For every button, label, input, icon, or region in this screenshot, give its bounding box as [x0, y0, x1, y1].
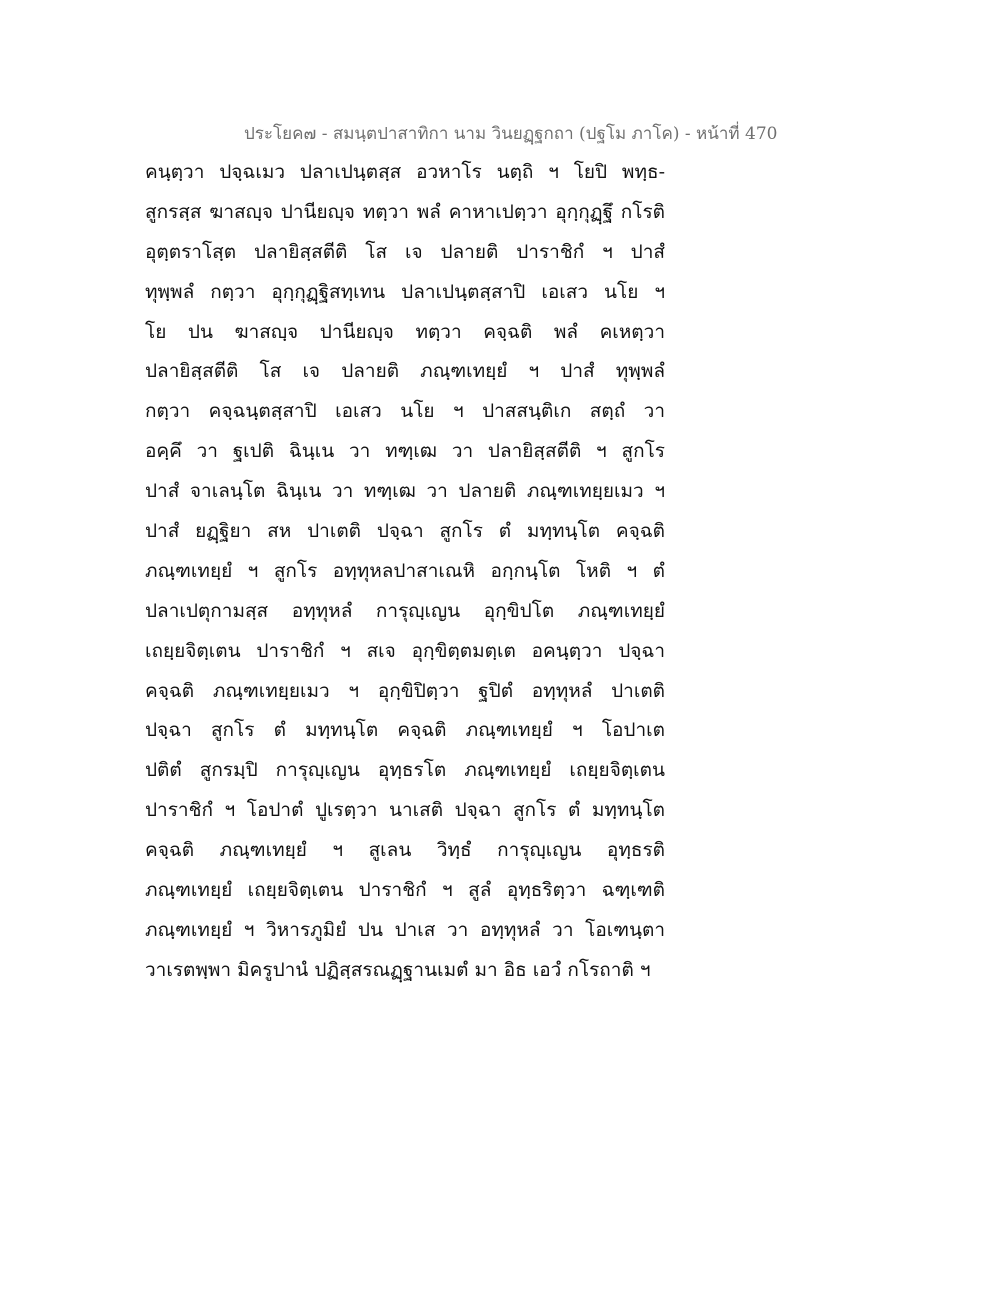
- text-line: ปาสํ ยฏฺฐิยา สห ปาเตติ ปจฺฉา สูกโร ตํ มทฺทนฺโต คจฺฉติ: [145, 520, 665, 543]
- text-line: ปลาเปตุกามสฺส อทฺทุหลํ การุญฺเญน อุกฺขิปโต ภณฺฑเทยฺยํ: [145, 599, 665, 622]
- text-line: ปติตํ สูกรมฺปิ การุญฺเญน อุทฺธรโต ภณฺฑเทยฺยํ เถยฺยจิตฺเตน: [145, 759, 665, 782]
- text-line: กตฺวา คจฺฉนฺตสฺสาปิ เอเสว นโย ฯ ปาสสนฺติเก สตฺถํ วา: [145, 400, 665, 423]
- text-line: ภณฺฑเทยฺยํ ฯ วิหารภูมิยํ ปน ปาเส วา อทฺทุหลํ วา โอเฑนฺตา: [145, 918, 665, 941]
- text-line: ปจฺฉา สูกโร ตํ มทฺทนฺโต คจฺฉติ ภณฺฑเทยฺยํ ฯ โอปาเต: [145, 719, 665, 742]
- text-line: สูกรสฺส ฆาสญฺจ ปานียญฺจ ทตฺวา พลํ คาหาเปตฺวา อุกฺกุฏฺฐึ กโรติ: [145, 200, 665, 223]
- page-header: ประโยค๗ - สมนฺตปาสาทิกา นาม วินยฏฺฐกถา (ปฐโม ภาโค) - หน้าที่ 470: [244, 124, 778, 144]
- text-line: คนฺตฺวา ปจฺฉเมว ปลาเปนฺตสฺส อวหาโร นตฺถิ ฯ โยปิ พทฺธ-: [145, 161, 665, 183]
- text-line: คจฺฉติ ภณฺฑเทยฺยเมว ฯ อุกฺขิปิตฺวา ฐปิตํ อทฺทุหลํ ปาเตติ: [145, 679, 665, 702]
- text-line: ทุพฺพลํ กตฺวา อุกฺกุฏฺฐิสทฺเทน ปลาเปนฺตสฺสาปิ เอเสว นโย ฯ: [145, 280, 665, 303]
- text-line: ภณฺฑเทยฺยํ เถยฺยจิตฺเตน ปาราชิกํ ฯ สูลํ อุทฺธริตฺวา ฉฑฺเฑติ: [145, 879, 665, 902]
- text-line: วาเรตพฺพา มิครูปานํ ปฏิสฺสรณฏฺฐานเมตํ มา อิธ เอวํ กโรถาติ ฯ: [145, 958, 651, 981]
- text-line: อุตฺตราโสฺต ปลายิสฺสตีติ โส เจ ปลายติ ปาราชิกํ ฯ ปาสํ: [145, 240, 665, 263]
- text-line: เถยฺยจิตฺเตน ปาราชิกํ ฯ สเจ อุกฺขิตฺตมตฺเต อคนฺตฺวา ปจฺฉา: [145, 639, 665, 662]
- text-line: ปาสํ จาเลนฺโต ฉินฺเน วา ทฑฺเฒ วา ปลายติ ภณฺฑเทยฺยเมว ฯ: [145, 480, 665, 503]
- body-text: [145, 158, 665, 996]
- text-line: อคฺคึ วา ฐเปติ ฉินฺเน วา ทฑฺเฒ วา ปลายิสฺสตีติ ฯ สูกโร: [145, 440, 665, 463]
- text-line: ปลายิสฺสตีติ โส เจ ปลายติ ภณฺฑเทยฺยํ ฯ ปาสํ ทุพฺพลํ: [145, 360, 665, 383]
- text-line: ปาราชิกํ ฯ โอปาตํ ปูเรตฺวา นาเสติ ปจฺฉา สูกโร ตํ มทฺทนฺโต: [145, 799, 665, 822]
- text-line: โย ปน ฆาสญฺจ ปานียญฺจ ทตฺวา คจฺฉติ พลํ คเหตฺวา: [145, 320, 665, 343]
- text-line: ภณฺฑเทยฺยํ ฯ สูกโร อทฺทุหลปาสาเณหิ อกฺกนฺโต โหติ ฯ ตํ: [145, 559, 665, 582]
- text-line: คจฺฉติ ภณฺฑเทยฺยํ ฯ สูเลน วิทฺธํ การุญฺเญน อุทฺธรติ: [145, 839, 665, 862]
